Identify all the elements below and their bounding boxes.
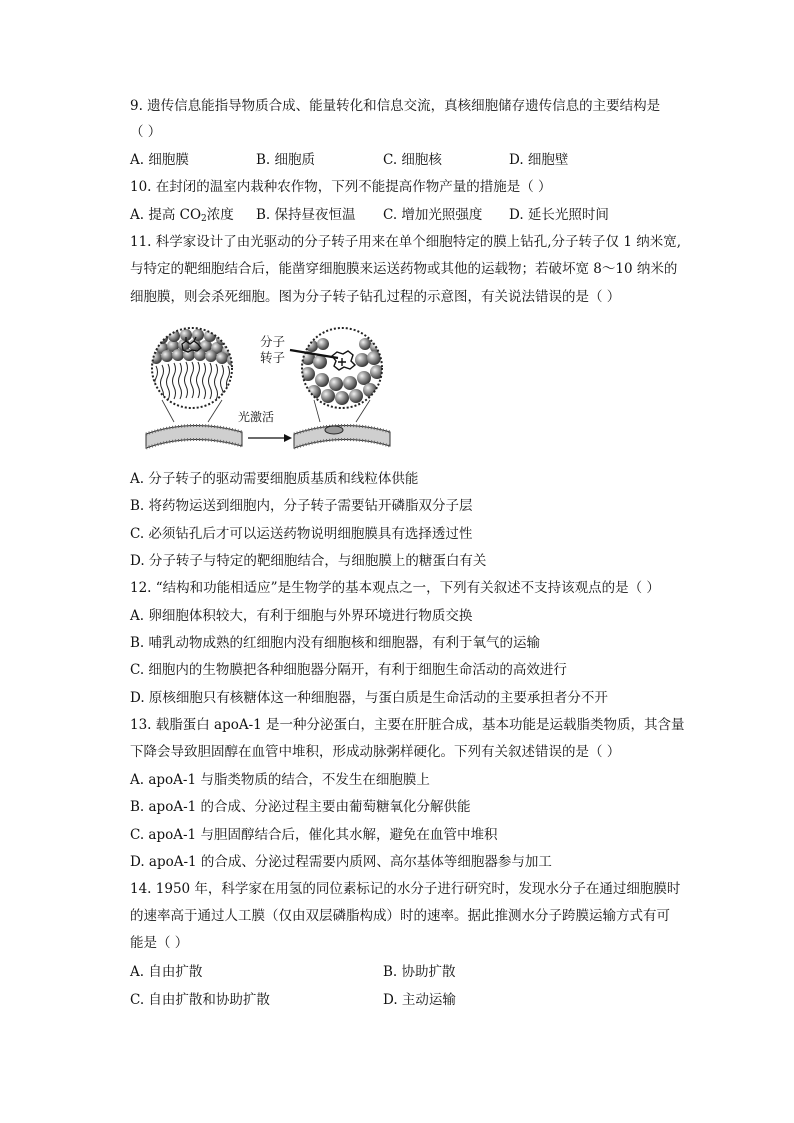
q13-option-a: A. apoA-1 与脂类物质的结合，不发生在细胞膜上 [130, 772, 430, 788]
q12-option-d: D. 原核细胞只有核糖体这一种细胞器，与蛋白质是生命活动的主要承担者分不开 [130, 690, 608, 706]
q11-stem-line2: 与特定的靶细胞结合后，能凿穿细胞膜来运送药物或其他的运载物；若破坏宽 8～10 纳米的 [130, 261, 678, 277]
q11-option-c: C. 必须钻孔后才可以运送药物说明细胞膜具有选择透过性 [130, 526, 473, 542]
light-activation-arrow [248, 434, 292, 442]
q13-option-b: B. apoA-1 的合成、分泌过程主要由葡萄糖氧化分解供能 [130, 799, 471, 815]
figure-label-light-activation: 光激活 [238, 410, 275, 424]
q10-stem: 10. 在封闭的温室内栽种农作物，下列不能提高作物产量的措施是（ ） [130, 179, 552, 195]
q10-option-b: B. 保持昼夜恒温 [256, 207, 356, 223]
q11-option-a: A. 分子转子的驱动需要细胞质基质和线粒体供能 [130, 471, 419, 487]
q13-stem-line1: 13. 载脂蛋白 apoA-1 是一种分泌蛋白，主要在肝脏合成，基本功能是运载脂类物质，其含量 [130, 717, 685, 733]
q9-stem-line1: 9. 遗传信息能指导物质合成、能量转化和信息交流，真核细胞储存遗传信息的主要结构是 [130, 98, 661, 114]
q12-option-b: B. 哺乳动物成熟的红细胞内没有细胞核和细胞器，有利于氧气的运输 [130, 635, 541, 651]
figure-label-rotor-1: 分子 [260, 334, 286, 349]
left-zoom-circle [150, 326, 239, 410]
left-membrane-slab [146, 425, 242, 448]
q11-stem-line3: 细胞膜，则会杀死细胞。图为分子转子钻孔过程的示意图，有关说法错误的是（ ） [130, 289, 621, 305]
q13-option-d: D. apoA-1 的合成、分泌过程需要内质网、高尔基体等细胞器参与加工 [130, 854, 552, 870]
q11-option-d: D. 分子转子与特定的靶细胞结合，与细胞膜上的糖蛋白有关 [130, 553, 487, 569]
q9-stem-line2: （ ） [130, 124, 162, 140]
q10-option-d: D. 延长光照时间 [509, 207, 609, 223]
q13-stem-line2: 下降会导致胆固醇在血管中堆积，形成动脉粥样硬化。下列有关叙述错误的是（ ） [130, 744, 621, 760]
q14-option-a: A. 自由扩散 [130, 964, 203, 980]
molecular-rotor-figure [142, 322, 392, 454]
q14-stem-line3: 能是（ ） [130, 935, 189, 951]
q14-option-d: D. 主动运输 [383, 992, 456, 1008]
q11-option-b: B. 将药物运送到细胞内，分子转子需要钻开磷脂双分子层 [130, 498, 473, 514]
right-zoom-circle [300, 326, 384, 410]
q12-stem: 12. “结构和功能相适应”是生物学的基本观点之一，下列有关叙述不支持该观点的是（ ） [130, 580, 660, 596]
q10-option-c: C. 增加光照强度 [383, 207, 483, 223]
q12-option-c: C. 细胞内的生物膜把各种细胞器分隔开，有利于细胞生命活动的高效进行 [130, 662, 567, 678]
right-membrane-slab [294, 425, 390, 448]
q14-option-c: C. 自由扩散和协助扩散 [130, 992, 270, 1008]
q12-option-a: A. 卵细胞体积较大，有利于细胞与外界环境进行物质交换 [130, 608, 473, 624]
q9-option-d: D. 细胞壁 [509, 152, 569, 168]
q9-option-a: A. 细胞膜 [130, 152, 189, 168]
q11-stem-line1: 11. 科学家设计了由光驱动的分子转子用来在单个细胞特定的膜上钻孔,分子转子仅 1 纳米宽, [130, 234, 682, 250]
q10-option-a: A. 提高 $CO_2$浓度 [130, 207, 234, 224]
q9-option-b: B. 细胞质 [256, 152, 316, 168]
q14-stem-line1: 14. 1950 年，科学家在用氢的同位素标记的水分子进行研究时，发现水分子在通过细胞膜时 [130, 881, 681, 897]
q13-option-c: C. apoA-1 与胆固醇结合后，催化其水解，避免在血管中堆积 [130, 827, 498, 843]
q14-stem-line2: 的速率高于通过人工膜（仅由双层磷脂构成）时的速率。据此推测水分子跨膜运输方式有可 [130, 908, 670, 924]
figure-label-rotor-2: 转子 [260, 350, 286, 365]
q14-option-b: B. 协助扩散 [383, 964, 456, 980]
q9-option-c: C. 细胞核 [383, 152, 442, 168]
